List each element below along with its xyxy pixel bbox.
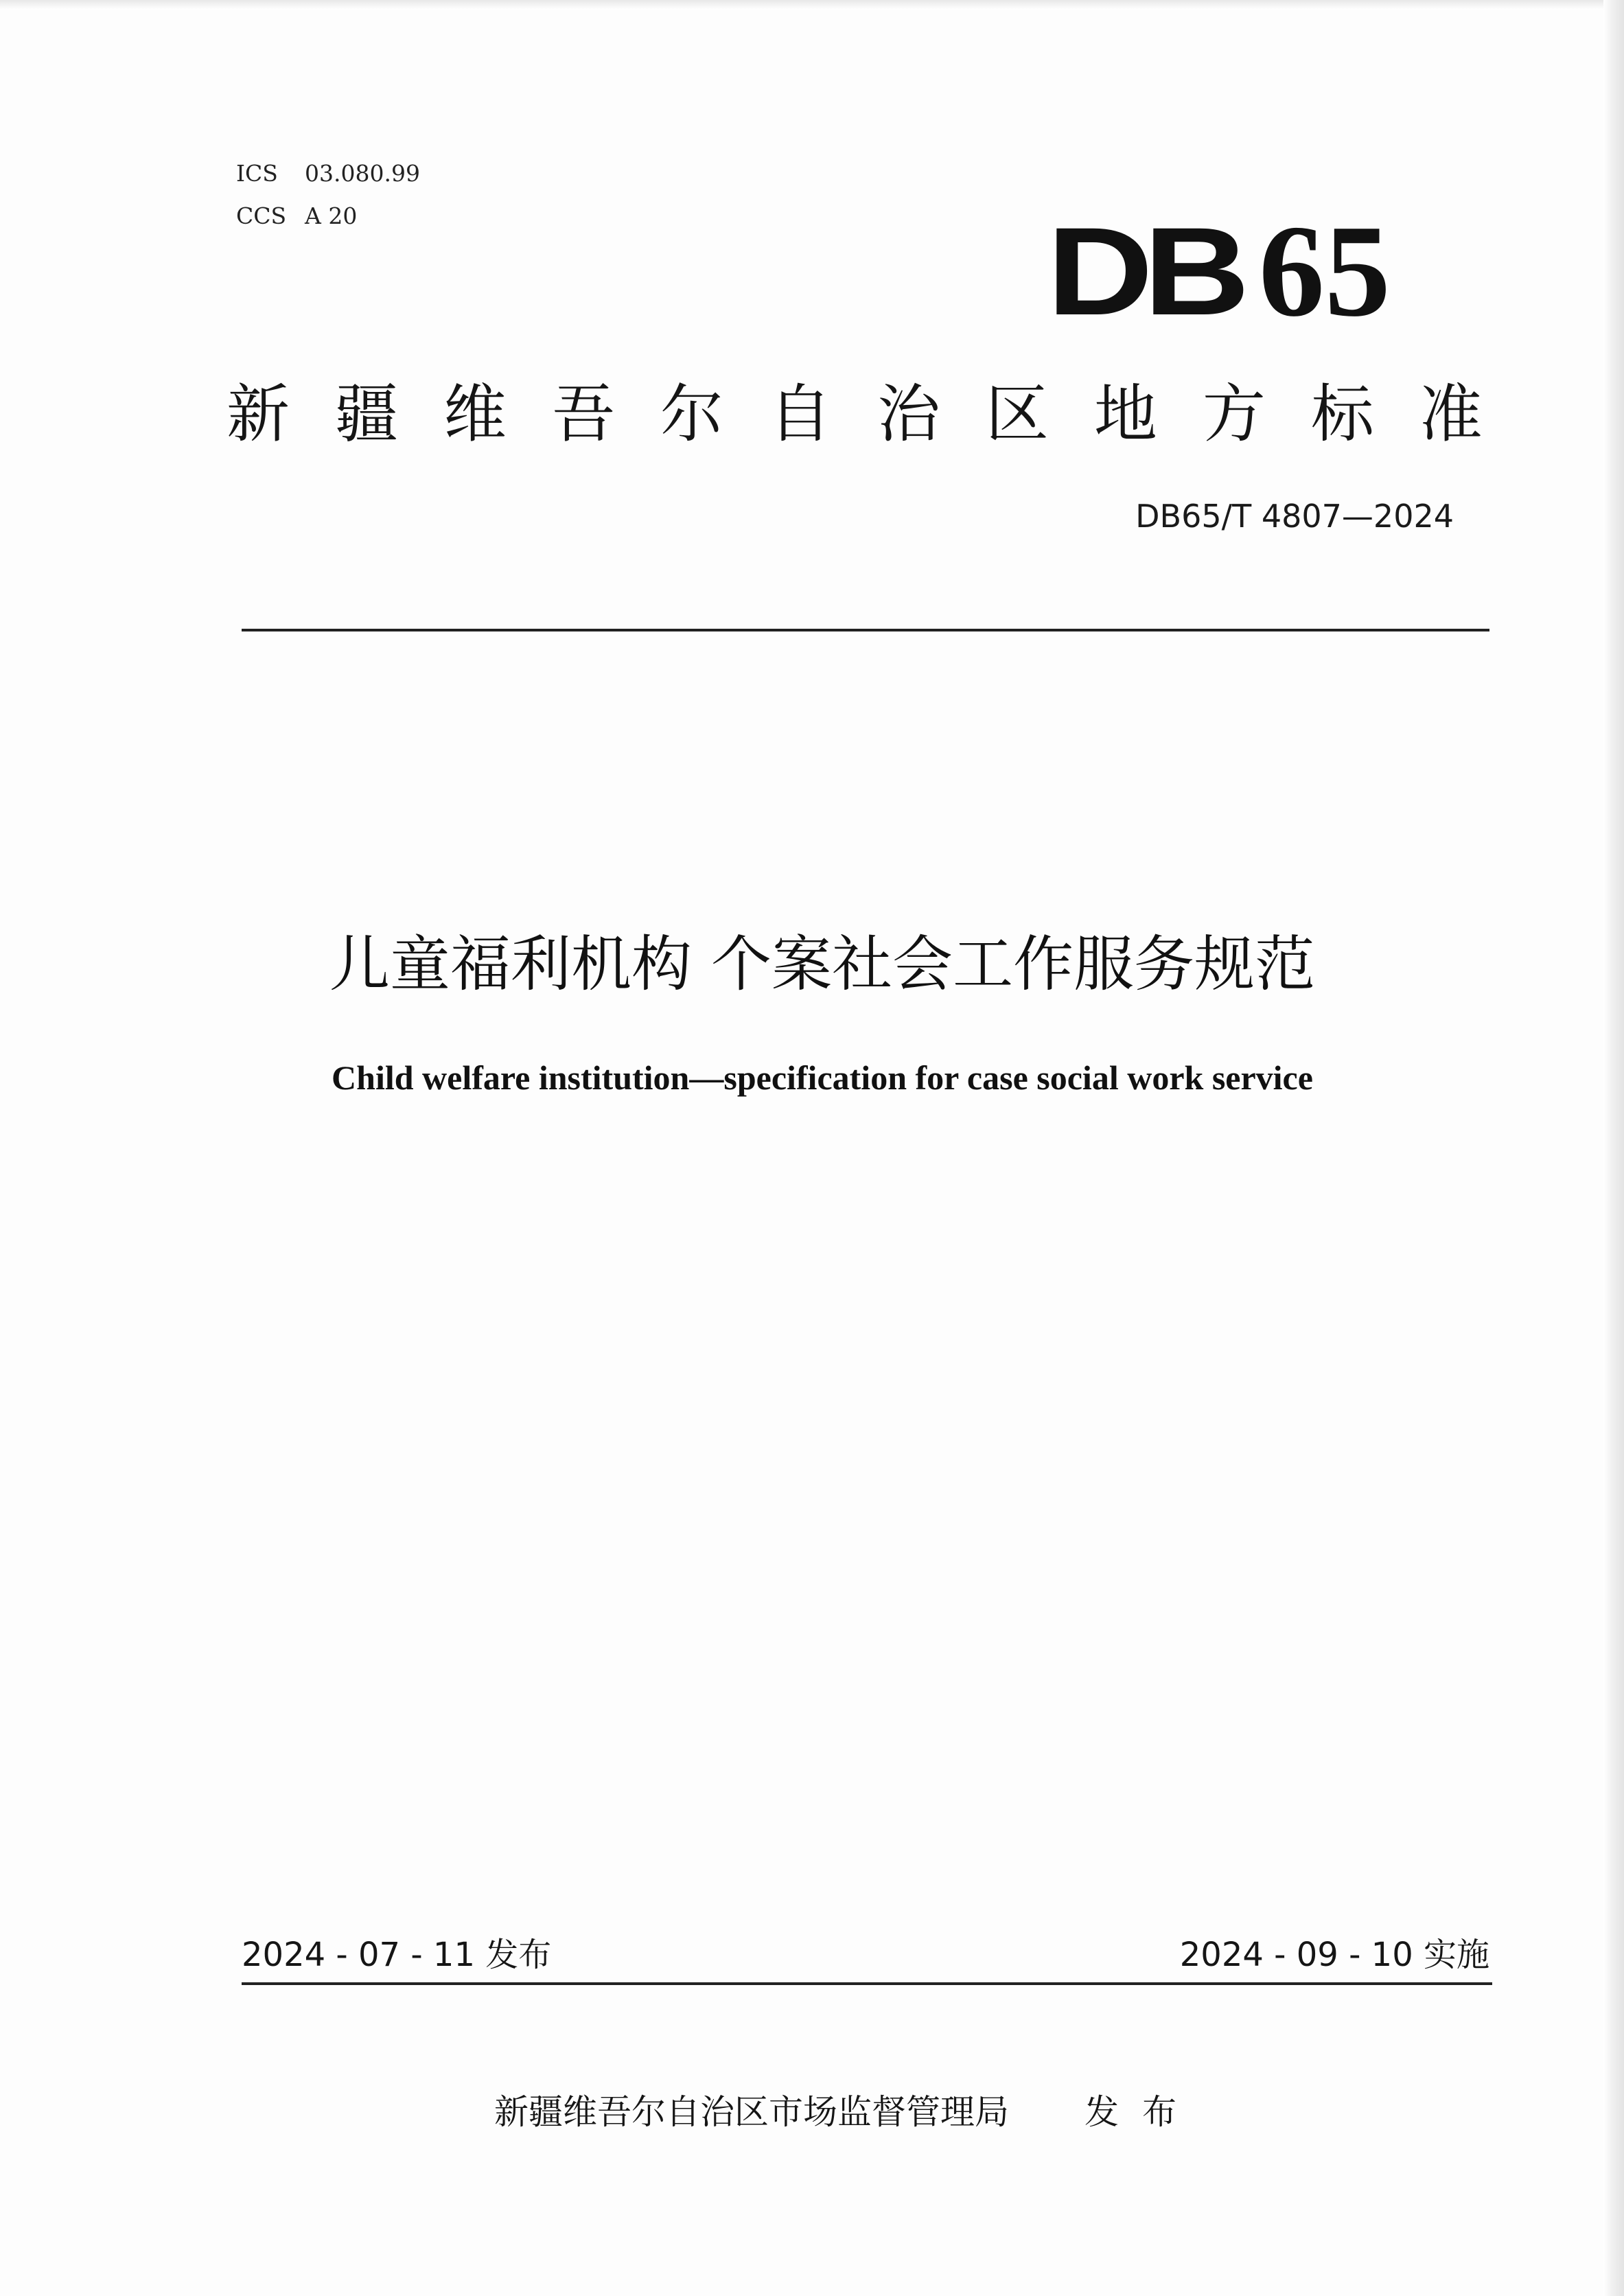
footer-divider bbox=[242, 1982, 1492, 1985]
title-english: Child welfare institution—specification for case social work service bbox=[332, 1058, 1313, 1097]
ics-label: ICS bbox=[236, 160, 278, 187]
ccs-code bbox=[236, 195, 420, 237]
ccs-value: A 20 bbox=[305, 202, 358, 229]
standard-type-heading bbox=[227, 374, 1483, 455]
standard-number: DB65/T 4807—2024 bbox=[1135, 498, 1454, 535]
standard-type-char: 治 bbox=[877, 378, 940, 451]
standard-type-char: 自 bbox=[768, 378, 832, 451]
scan-edge-right bbox=[1603, 0, 1624, 2296]
issuer-line bbox=[494, 2089, 1200, 2135]
issuer-action: 发布 bbox=[1084, 2092, 1200, 2132]
standard-type-char: 维 bbox=[443, 378, 507, 451]
db-logo-mark bbox=[1047, 198, 1391, 344]
standard-type-char: 尔 bbox=[660, 378, 723, 451]
scan-edge-top bbox=[0, 0, 1624, 10]
issue-date: 2024 - 07 - 11 发布 bbox=[242, 1936, 552, 1974]
issuer-name: 新疆维吾尔自治区市场监督管理局 bbox=[494, 2092, 1009, 2132]
title-chinese: 儿童福利机构 个案社会工作服务规范 bbox=[329, 929, 1315, 999]
implementation-date: 2024 - 09 - 10 实施 bbox=[1179, 1936, 1489, 1974]
header-divider bbox=[242, 629, 1489, 631]
ics-value: 03.080.99 bbox=[305, 160, 420, 187]
standard-type-char: 准 bbox=[1419, 378, 1483, 451]
standard-type-char: 区 bbox=[985, 378, 1049, 451]
standard-type-char: 标 bbox=[1310, 378, 1374, 451]
standard-type-char: 吾 bbox=[551, 378, 615, 451]
standard-type-char: 新 bbox=[227, 378, 290, 451]
db-logo-letters: DB bbox=[1047, 201, 1240, 341]
db-logo-number: 65 bbox=[1258, 198, 1391, 344]
standard-type-char: 地 bbox=[1093, 378, 1157, 451]
standard-type-char: 疆 bbox=[334, 378, 398, 451]
standard-type-char: 方 bbox=[1202, 378, 1266, 451]
ics-code bbox=[236, 152, 420, 195]
classification-codes bbox=[236, 152, 420, 237]
ccs-label: CCS bbox=[236, 202, 287, 229]
